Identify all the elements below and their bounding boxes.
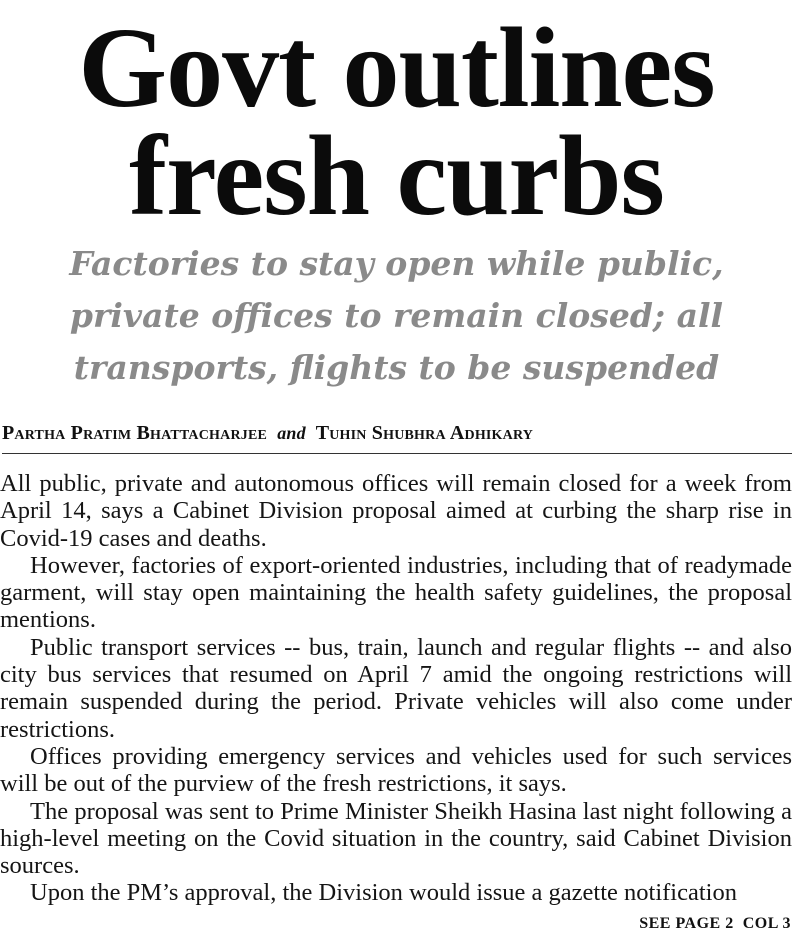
paragraph: However, factories of export-oriented industries, including that of readymade garment, will stay open maintaining the health safety guidelines, the proposal mentions. [0, 551, 792, 634]
byline [2, 422, 792, 454]
byline-author-1: Partha Pratim Bhattacharjee [2, 422, 268, 444]
paragraph: The proposal was sent to Prime Minister Sheikh Hasina last night following a high-level meeting on the Covid situation in the country, said Cabinet Division sources. [0, 797, 792, 880]
article-body [0, 470, 792, 907]
paragraph: Upon the PM’s approval, the Division would issue a gazette notification [30, 879, 737, 907]
headline [0, 0, 793, 239]
headline-line-2: fresh curbs [129, 112, 664, 239]
continuation-jump: SEE PAGE 2 COL 3 [639, 915, 791, 932]
subheadline [0, 238, 793, 394]
byline-author-2: Tuhin Shubhra Adhikary [315, 422, 534, 444]
byline-conjunction: and [277, 423, 306, 443]
headline-line-1: Govt outlines [78, 4, 715, 131]
paragraph: All public, private and autonomous offices will remain closed for a week from April 14, says a Cabinet Division proposal aimed at curbing the sharp rise in Covid-19 cases and deaths. [0, 470, 792, 552]
paragraph: Public transport services -- bus, train, launch and regular flights -- and also city bus services that resumed on April 7 amid the ongoing restrictions will remain suspended during the period. Private vehicles will also come under restrictions. [0, 633, 792, 743]
subheadline-line-3: transports, flights to be suspended [73, 348, 720, 387]
paragraph: Offices providing emergency services and vehicles used for such services will be out of the purview of the fresh restrictions, it says. [0, 742, 792, 798]
subheadline-line-1: Factories to stay open while public, [69, 244, 724, 283]
subheadline-line-2: private offices to remain closed; all [69, 296, 724, 335]
